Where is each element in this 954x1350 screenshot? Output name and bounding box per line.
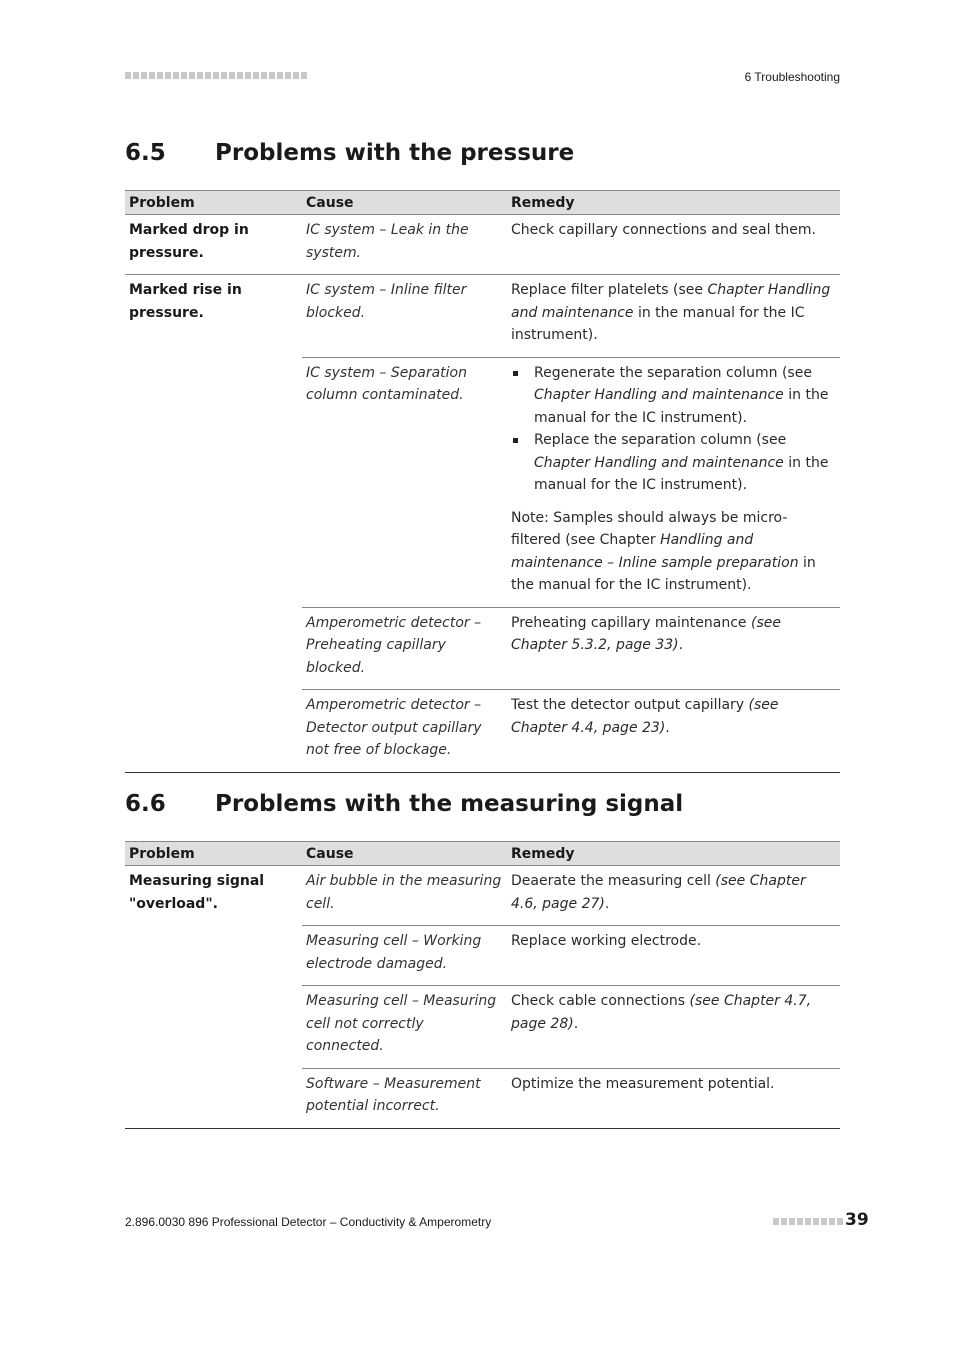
chapter-reference: Chapter Handling and maintenance bbox=[534, 454, 784, 471]
column-header: Remedy bbox=[507, 842, 840, 866]
header-decoration bbox=[125, 72, 307, 79]
problem-cell: Marked rise in pressure. bbox=[125, 275, 302, 358]
footer-decoration bbox=[773, 1218, 843, 1225]
cause-cell: Software – Measurement potential incorrect. bbox=[302, 1068, 507, 1128]
cause-cell: Measuring cell – Measuring cell not correctly connected. bbox=[302, 986, 507, 1069]
table-row bbox=[125, 1068, 840, 1128]
list-item: Replace the separation column (see Chapter Handling and maintenance in the manual for the IC instrument). bbox=[511, 429, 836, 497]
running-header: 6 Troubleshooting bbox=[744, 70, 840, 84]
column-header: Problem bbox=[125, 842, 302, 866]
cross-reference[interactable]: (see Chapter 4.7, page 28) bbox=[511, 993, 812, 1032]
cause-cell: Amperometric detector – Preheating capillary blocked. bbox=[302, 607, 507, 690]
cause-cell: IC system – Inline filter blocked. bbox=[302, 275, 507, 358]
problem-cell bbox=[125, 357, 302, 607]
remedy-cell: Check cable connections (see Chapter 4.7, page 28). bbox=[507, 986, 840, 1069]
problem-cell bbox=[125, 1068, 302, 1128]
remedy-bullet-list bbox=[511, 362, 836, 497]
table-row bbox=[125, 866, 840, 926]
list-item: Regenerate the separation column (see Chapter Handling and maintenance in the manual for the IC instrument). bbox=[511, 362, 836, 430]
remedy-cell: Test the detector output capillary (see Chapter 4.4, page 23). bbox=[507, 690, 840, 773]
section-number: 6.6 bbox=[125, 791, 166, 817]
note-text: Note: Samples should always be micro-filtered (see Chapter Handling and maintenance – Inline sample preparation in the manual for the IC instrument). bbox=[511, 509, 816, 593]
table-header-row bbox=[125, 842, 840, 866]
section-heading-6-6 bbox=[125, 791, 683, 817]
cross-reference[interactable]: (see Chapter 4.6, page 27) bbox=[511, 873, 806, 912]
column-header: Cause bbox=[302, 191, 507, 215]
remedy-cell bbox=[507, 357, 840, 607]
problem-cell bbox=[125, 607, 302, 690]
table-row bbox=[125, 215, 840, 275]
table-row bbox=[125, 690, 840, 773]
remedy-cell: Replace filter platelets (see Chapter Handling and maintenance in the manual for the IC instrument). bbox=[507, 275, 840, 358]
table-row bbox=[125, 357, 840, 607]
section-number: 6.5 bbox=[125, 140, 166, 166]
section-title: Problems with the measuring signal bbox=[215, 791, 684, 817]
cause-cell: Air bubble in the measuring cell. bbox=[306, 873, 502, 912]
cause-cell: IC system – Leak in the system. bbox=[306, 222, 469, 261]
section-heading-6-5 bbox=[125, 140, 574, 166]
column-header: Remedy bbox=[507, 191, 840, 215]
table-row bbox=[125, 986, 840, 1069]
problem-cell: Marked drop in pressure. bbox=[129, 222, 249, 261]
chapter-reference: Chapter Handling and maintenance bbox=[511, 282, 831, 321]
cross-reference[interactable]: (see Chapter 4.4, page 23) bbox=[511, 697, 779, 736]
pressure-table bbox=[125, 190, 840, 773]
section-title: Problems with the pressure bbox=[215, 140, 575, 166]
cause-cell: IC system – Separation column contaminated. bbox=[302, 357, 507, 607]
chapter-reference: Chapter Handling and maintenance bbox=[534, 387, 784, 403]
signal-table bbox=[125, 841, 840, 1129]
remedy-cell: Check capillary connections and seal them. bbox=[511, 222, 816, 238]
table-row bbox=[125, 607, 840, 690]
table-header-row bbox=[125, 191, 840, 215]
problem-cell bbox=[125, 690, 302, 773]
column-header: Cause bbox=[302, 842, 507, 866]
remedy-cell: Replace working electrode. bbox=[507, 926, 840, 986]
problem-cell bbox=[125, 986, 302, 1069]
problem-cell: Measuring signal "overload". bbox=[129, 873, 265, 912]
page-number: 39 bbox=[845, 1210, 869, 1230]
column-header: Problem bbox=[125, 191, 302, 215]
cause-cell: Amperometric detector – Detector output capillary not free of blockage. bbox=[302, 690, 507, 773]
table-row bbox=[125, 926, 840, 986]
problem-cell bbox=[125, 926, 302, 986]
remedy-cell: Preheating capillary maintenance (see Chapter 5.3.2, page 33). bbox=[507, 607, 840, 690]
cross-reference[interactable]: (see Chapter 5.3.2, page 33) bbox=[511, 614, 781, 653]
chapter-reference: Handling and maintenance – Inline sample preparation bbox=[511, 532, 799, 571]
footer-document-title: 2.896.0030 896 Professional Detector – Conductivity & Amperometry bbox=[125, 1215, 492, 1229]
remedy-cell: Deaerate the measuring cell (see Chapter 4.6, page 27). bbox=[511, 873, 806, 912]
table-row bbox=[125, 275, 840, 358]
cause-cell: Measuring cell – Working electrode damaged. bbox=[302, 926, 507, 986]
remedy-cell: Optimize the measurement potential. bbox=[507, 1068, 840, 1128]
